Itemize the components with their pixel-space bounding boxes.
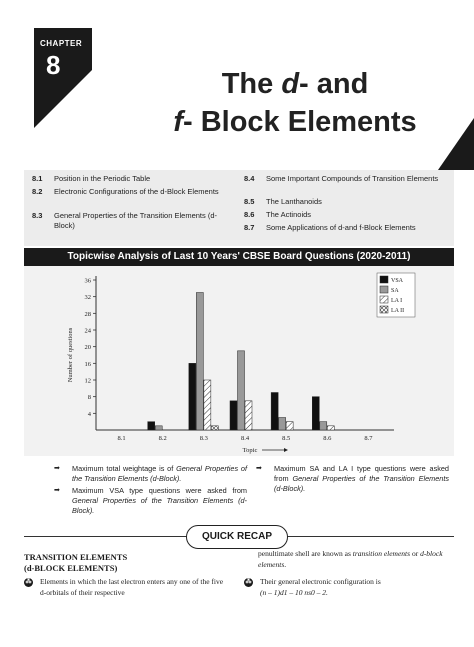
topics-list: 8.1 Position in the Periodic Table 8.2 Electronic Configurations of the d-Block Elements 8.3 General Properties of the Transition Elements (d-Block) 8.4 Some Important Compounds of Transition Elements 8.5 The Lanthanoids 8.6 The Actinoids 8.7 Some Applications of d-and f-Block Elements	[24, 170, 454, 246]
bullet-marker-icon: ⁂	[245, 579, 252, 585]
legend-swatch	[380, 276, 388, 283]
topic-item: 8.7 Some Applications of d-and f-Block Elements	[244, 223, 416, 232]
bar-la-i	[204, 380, 211, 430]
y-tick-label: 24	[84, 327, 91, 335]
legend-swatch	[380, 306, 388, 313]
recap-point-1-continued: penultimate shell are known as transition elements or d-block elements.	[258, 549, 443, 569]
bar-la-i	[286, 422, 293, 430]
y-axis-label: Number of questions	[67, 327, 74, 383]
bar-vsa	[230, 401, 237, 430]
y-tick-label: 36	[84, 277, 91, 285]
legend-swatch	[380, 296, 388, 303]
questions-bar-chart	[24, 266, 454, 456]
bar-la-i	[245, 401, 252, 430]
y-tick-label: 28	[84, 310, 91, 318]
bar-la-ii	[211, 426, 218, 430]
bullet-marker-icon: ⁂	[25, 579, 32, 585]
x-axis-arrowhead	[284, 448, 288, 452]
topic-item: 8.4 Some Important Compounds of Transition Elements	[244, 174, 439, 183]
page-title-line2: f- Block Elements	[173, 106, 417, 138]
x-tick-label: 8.7	[364, 435, 373, 442]
section-heading: TRANSITION ELEMENTS	[24, 552, 128, 562]
x-axis-label: Topic	[242, 447, 258, 454]
legend-label: SA	[391, 288, 399, 294]
bar-vsa	[271, 393, 278, 431]
double-arrow-icon: ➡	[54, 487, 60, 494]
legend-label: VSA	[391, 278, 404, 284]
chapter-number: 8	[46, 50, 61, 80]
double-arrow-icon: ➡	[256, 465, 262, 472]
topic-item: 8.2 Electronic Configurations of the d-Block Elements	[32, 187, 219, 196]
bar-vsa	[312, 397, 319, 430]
legend-swatch	[380, 286, 388, 293]
y-tick-label: 16	[84, 360, 91, 368]
x-tick-label: 8.2	[158, 435, 167, 442]
bar-sa	[155, 426, 162, 430]
x-tick-label: 8.4	[240, 435, 250, 442]
bar-sa	[279, 418, 286, 431]
bar-vsa	[189, 363, 196, 430]
y-tick-label: 32	[84, 294, 91, 302]
chart-panel	[24, 266, 454, 456]
bar-sa	[238, 351, 245, 430]
bar-sa	[196, 293, 203, 431]
topic-item: 8.3 General Properties of the Transition Elements (d-Block)	[32, 211, 217, 230]
legend-label: LA II	[391, 308, 405, 314]
x-tick-label: 8.1	[117, 435, 126, 442]
double-arrow-icon: ➡	[54, 465, 60, 472]
chapter-badge	[0, 0, 120, 150]
y-tick-label: 12	[84, 377, 91, 385]
quick-recap-heading: QUICK RECAP	[186, 525, 288, 549]
analysis-bullets: ➡ Maximum total weightage is of General Properties of the Transition Elements (d-Block). ➡ Maximum VSA type questions were asked from General Properties of the Transition Elements (d-Block). ➡ Maximum SA and LA I type questions were asked from General Properties of the Transition Elements (d-Block).	[54, 464, 449, 515]
y-tick-label: 8	[87, 394, 91, 402]
x-tick-label: 8.5	[282, 435, 291, 442]
y-tick-label: 20	[84, 344, 91, 352]
legend-label: LA I	[391, 298, 403, 304]
bar-vsa	[148, 422, 155, 430]
page-title-line1: The d- and	[221, 68, 369, 100]
x-tick-label: 8.3	[199, 435, 208, 442]
recap-point-2: Their general electronic configuration is (n – 1)d1 – 10 ns0 – 2.	[260, 577, 381, 597]
bar-la-i	[327, 426, 334, 430]
recap-point-1: Elements in which the last electron enters any one of the five d-orbitals of their respective	[40, 577, 224, 597]
section-subheading: (d-BLOCK ELEMENTS)	[24, 563, 118, 573]
bar-sa	[320, 422, 327, 430]
y-tick-label: 4	[87, 410, 91, 418]
chapter-label: CHAPTER	[40, 39, 83, 48]
analysis-banner: Topicwise Analysis of Last 10 Years' CBSE Board Questions (2020-2011)	[24, 248, 454, 266]
x-tick-label: 8.6	[323, 435, 332, 442]
